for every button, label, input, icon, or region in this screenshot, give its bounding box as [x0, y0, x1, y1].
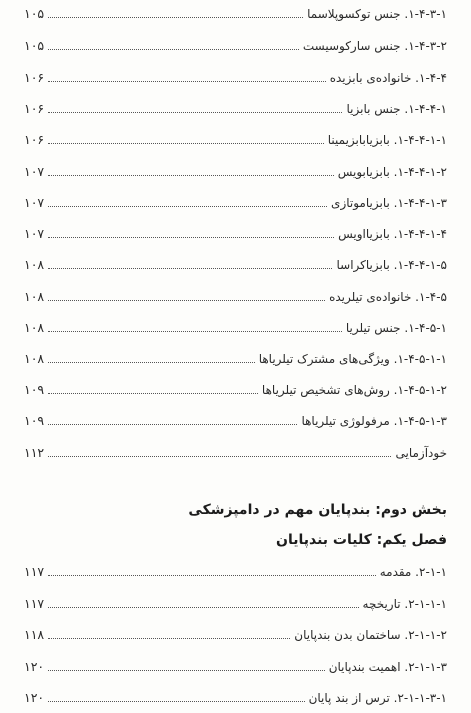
toc-entry-title: ۱-۴-۴-۱-۲. بابزیابویس [337, 165, 447, 179]
toc-entry-page: ۱۱۷ [24, 596, 45, 611]
toc-entry [24, 623, 447, 643]
toc-entry [24, 560, 447, 580]
toc-entry-page: ۱۱۲ [24, 445, 45, 460]
toc-entry-title: ۱-۴-۵-۱. جنس تیلریا [345, 321, 447, 335]
toc-entry-title: ۱-۴-۳-۱. جنس توکسوپلاسما [307, 7, 447, 21]
toc-entry [24, 285, 447, 305]
toc-entry-page: ۱۱۷ [24, 564, 45, 579]
toc-entry-page: ۱۰۸ [24, 320, 45, 335]
toc-entry [24, 655, 447, 675]
toc-entry-title: ۲-۱-۱-۲. ساختمان بدن بندپایان [294, 628, 447, 642]
toc-leader-dots [48, 362, 255, 363]
toc-entry [24, 378, 447, 398]
toc-leader-dots [48, 424, 297, 425]
toc-entry-title: خودآزمایی [395, 446, 447, 460]
toc-entry-page: ۱۰۹ [24, 382, 45, 397]
toc-entry-title: ۲-۱-۱-۱. تاریخچه [362, 597, 447, 611]
toc-entry-page: ۱۰۸ [24, 257, 45, 272]
toc-leader-dots [48, 237, 334, 238]
toc-leader-dots [48, 300, 325, 301]
toc-leader-dots [48, 331, 342, 332]
toc-entry [24, 592, 447, 612]
toc-leader-dots [48, 175, 334, 176]
toc-leader-dots [48, 638, 290, 639]
toc-entry-title: ۱-۴-۴-۱-۵. بابزیاکراسا [336, 258, 447, 272]
toc-entry-title: ۲-۱-۱-۳. اهمیت بندپایان [328, 660, 447, 674]
toc-entry-page: ۱۰۹ [24, 413, 45, 428]
toc-entry-page: ۱۱۸ [24, 627, 45, 642]
toc-entry-page: ۱۰۵ [24, 6, 45, 21]
toc-entry-title: ۱-۴-۵-۱-۳. مرفولوژی تیلریاها [301, 414, 447, 428]
toc-leader-dots [48, 206, 327, 207]
toc-entry [24, 347, 447, 367]
toc-entry-title: ۱-۴-۵. خانواده‌ی تیلریده [329, 290, 447, 304]
toc-entry [24, 160, 447, 180]
toc-entry [24, 409, 447, 429]
toc-entry-page: ۱۰۶ [24, 70, 45, 85]
toc-entry-title: ۲-۱-۱-۳-۱. ترس از بند پایان [308, 691, 447, 705]
toc-leader-dots [48, 393, 258, 394]
toc-entry [24, 66, 447, 86]
toc-entry-title: ۲-۱-۱. مقدمه [379, 565, 447, 579]
toc-entry [24, 2, 447, 22]
toc-entry-title: ۱-۴-۴-۱. جنس بابزیا [346, 102, 447, 116]
toc-leader-dots [48, 701, 304, 702]
toc-entry [24, 222, 447, 242]
toc-entry-page: ۱۰۷ [24, 195, 45, 210]
toc-leader-dots [48, 112, 342, 113]
toc-entry-page: ۱۰۷ [24, 226, 45, 241]
toc-entry [24, 191, 447, 211]
toc-entry-page: ۱۰۸ [24, 289, 45, 304]
toc-entry [24, 441, 447, 461]
toc-entry [24, 686, 447, 706]
toc-entry [24, 128, 447, 148]
toc-entry-title: ۱-۴-۴. خانواده‌ی بابزیده [329, 71, 447, 85]
toc-leader-dots [48, 143, 324, 144]
toc-leader-dots [48, 670, 325, 671]
chapter-heading: فصل یکم: کلیات بندپایان [276, 532, 447, 548]
toc-entry-page: ۱۰۷ [24, 164, 45, 179]
toc-entry-title: ۱-۴-۵-۱-۲. روش‌های تشخیص تیلریاها [261, 383, 447, 397]
toc-entry-page: ۱۰۵ [24, 38, 45, 53]
toc-leader-dots [48, 49, 299, 50]
toc-entry [24, 34, 447, 54]
toc-leader-dots [48, 456, 391, 457]
toc-leader-dots [48, 575, 376, 576]
toc-entry-page: ۱۰۸ [24, 351, 45, 366]
toc-leader-dots [48, 268, 332, 269]
toc-entry-title: ۱-۴-۳-۲. جنس سارکوسیست [302, 39, 447, 53]
section-heading: بخش دوم: بندپایان مهم در دامپزشکی [188, 502, 447, 518]
toc-leader-dots [48, 607, 358, 608]
toc-leader-dots [48, 17, 303, 18]
toc-leader-dots [48, 81, 326, 82]
toc-entry-title: ۱-۴-۴-۱-۴. بابزیااویس [338, 227, 447, 241]
toc-entry-page: ۱۲۰ [24, 690, 45, 705]
toc-entry [24, 97, 447, 117]
toc-entry-title: ۱-۴-۴-۱-۱. بابزیابابزیمینا [327, 133, 447, 147]
toc-entry [24, 253, 447, 273]
toc-entry [24, 316, 447, 336]
toc-entry-page: ۱۰۶ [24, 101, 45, 116]
toc-entry-page: ۱۲۰ [24, 659, 45, 674]
toc-entry-page: ۱۰۶ [24, 132, 45, 147]
toc-entry-title: ۱-۴-۴-۱-۳. بابزیاموتازی [331, 196, 447, 210]
toc-entry-title: ۱-۴-۵-۱-۱. ویژگی‌های مشترک تیلریاها [258, 352, 447, 366]
